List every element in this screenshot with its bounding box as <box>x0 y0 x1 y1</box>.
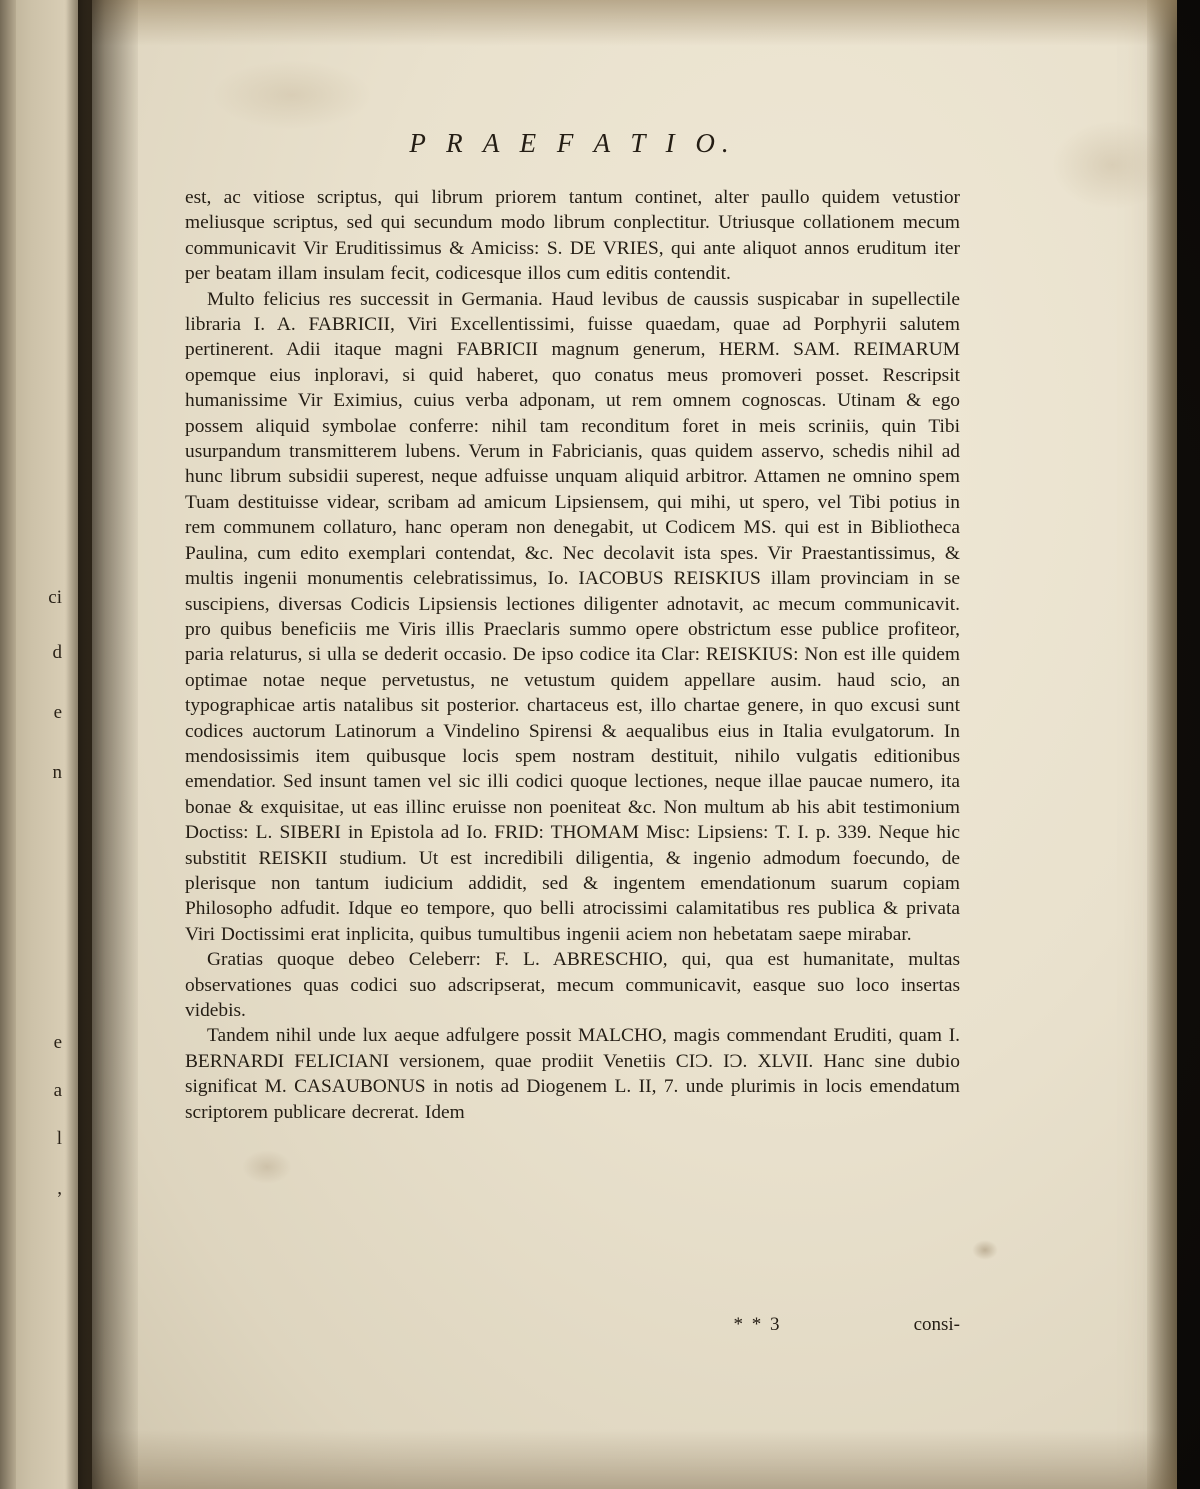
margin-fragment: d <box>52 642 62 663</box>
foxing-stain <box>242 1150 292 1184</box>
text-block <box>185 128 960 1335</box>
margin-fragment: e <box>53 1032 62 1053</box>
margin-fragment: , <box>57 1178 62 1199</box>
paragraph-3: Gratias quoque debeo Celeberr: F. L. ABRESCHIO, qui, qua est humanitate, multas observationes quas codici suo adscripserat, mecum communicavit, easque suo loco insertas videbis. <box>185 949 960 1021</box>
book-spine-edge <box>0 0 16 1489</box>
margin-fragment: e <box>53 702 62 723</box>
paragraph-4: Tandem nihil unde lux aeque adfulgere possit MALCHO, magis commendant Eruditi, quam I. BERNARDI FELICIANI versionem, quae prodiit Venetiis CIƆ. IƆ. XLVII. Hanc sine dubio significat M. CASAUBONUS in notis ad Diogenem L. II, 7. unde plurimis in locis emendatum scriptorem publicare decrerat. Idem <box>185 1025 960 1123</box>
page-bottom-shading <box>92 1429 1177 1489</box>
paragraph-1: est, ac vitiose scriptus, qui librum priorem tantum continet, alter paullo quidem vetustior meliusque scriptus, sed qui secundum modo librum conplectitur. Utriusque collationem mecum communicavit Vir Eruditissimus & Amiciss: S. DE VRIES, qui ante aliquot annos eruditum iter per beatam illam insulam fecit, codicesque illos cum editis contendit. <box>185 187 960 285</box>
margin-fragment: a <box>53 1080 62 1101</box>
foxing-stain <box>972 1240 998 1260</box>
foxing-stain <box>212 60 372 130</box>
margin-fragment: ci <box>48 587 62 608</box>
catchword: consi- <box>913 1314 960 1335</box>
running-head: P R A E F A T I O. <box>409 128 736 158</box>
paragraph-2: Multo felicius res successit in Germania. Haud levibus de caussis suspicabar in supellectile libraria I. A. FABRICII, Viri Excellentissimi, fuisse quaedam, quae ad Porphyrii salutem pertinerent. Adii itaque magni FABRICII magnum generum, HERM. SAM. REIMARUM opemque eius inploravi, si quid haberet, quo conatus meus promoveri posset. Rescripsit humanissime Vir Eximius, cuius verba adponam, ut rem omnem cognoscas. Utinam & ego possem aliquid symbolae conferre: nihil tam reconditum foret in meis scriniis, quin Tibi usurpandum transmitterem lubens. Verum in Fabricianis, quas quidem asservo, schedis nihil ad hunc librum subsidii superest, neque adfuisse unquam aliquid arbitror. Attamen ne omnino spem Tuam destituisse videar, scribam ad amicum Lipsiensem, qui mihi, ut spero, vel Tibi potius in rem communem collaturo, hanc operam non denegabit, ut Codicem MS. qui est in Bibliotheca Paulina, cum edito exemplari contendat, &c. Nec decolavit ista spes. Vir Praestantissimus, & multis ingenii monumentis celebratissimus, Io. IACOBUS REISKIUS illam provinciam in se suscipiens, diversas Codicis Lipsiensis lectiones diligenter adnotavit, ac mecum communicavit. pro quibus beneficiis me Viris illis Praeclaris summo opere obstrictum esse publice profiteor, paria relaturus, si ulla se dederit occasio. De ipso codice ita Clar: REISKIUS: Non est ille quidem optimae notae neque pervetustus, ne vetustum quidem appellare ausim. haud scio, an typographicae artis natalibus sit posterior. chartaceus est, illo chartae genere, in quo excusi sunt codices auctorum Latinorum a Vindelino Spirensi & aequalibus eius in Italia evulgatorum. In mendosissimis item quibusque locis spem nostram destituit, nihilo vulgatis editionibus emendatior. Sed insunt tamen vel sic illi codici quoque lectiones, neque illae paucae numero, ita bonae & exquisitae, ut eas illinc eruisse non poeniteat &c. Non multum ab his abit testimonium Doctiss: L. SIBERI in Epistola ad Io. FRID: THOMAM Misc: Lipsiens: T. I. p. 339. Neque hic substitit REISKII studium. Ut est incredibili diligentia, & ingenio admodum foecundo, de plerisque non tantum iudicium addidit, sed & ingentem emendationum suarum copiam Philosopho adfudit. Idque eo tempore, quo belli atrocissimi calamitatibus res publica & privata Viri Doctissimi erat inplicita, quibus tumultibus ingenii aciem non hebetatam saepe mirabar. <box>185 288 960 945</box>
margin-fragment: l <box>56 1128 62 1149</box>
gutter-shadow <box>78 0 138 1489</box>
page-top-shading <box>92 0 1177 46</box>
signature-mark: * * 3 <box>733 1314 782 1335</box>
margin-fragment: n <box>52 762 62 783</box>
fore-edge <box>1147 0 1177 1489</box>
